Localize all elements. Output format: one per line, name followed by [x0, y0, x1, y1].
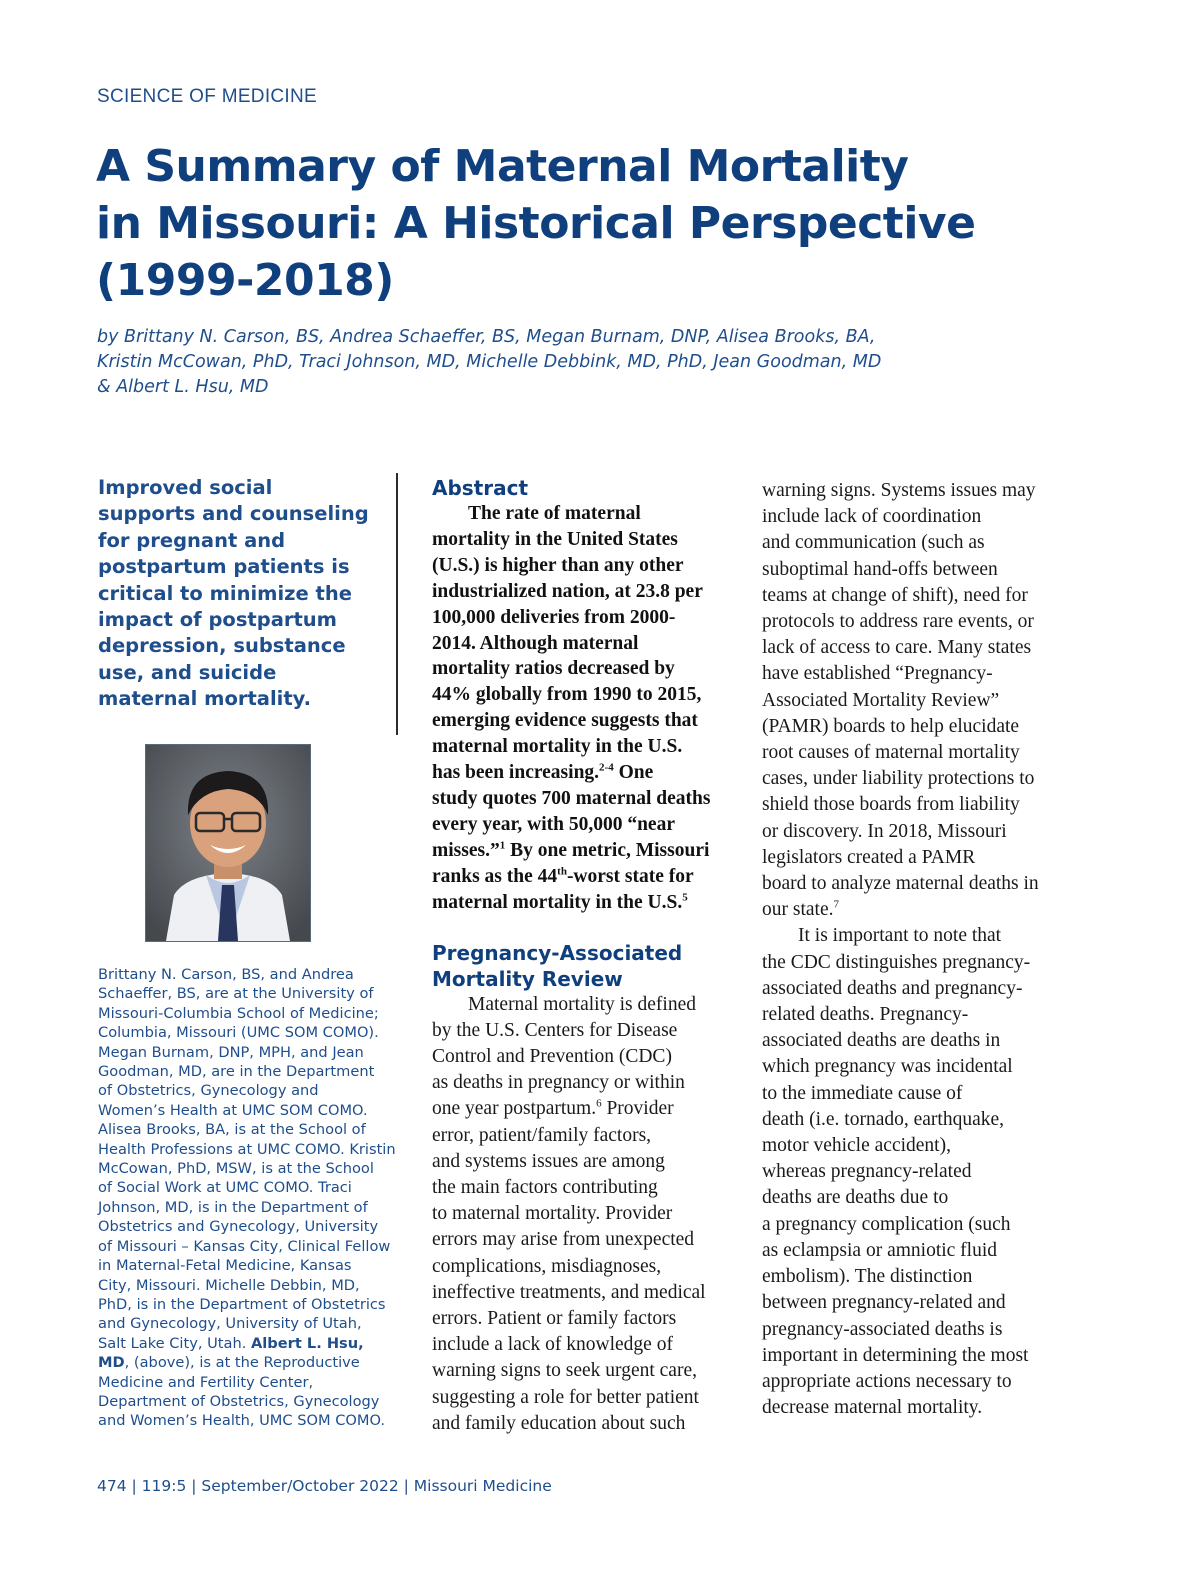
featured-author-degree: MD	[98, 1354, 125, 1372]
abstract-body	[432, 501, 742, 916]
author-bio	[98, 965, 418, 1431]
bio-line	[98, 1353, 418, 1372]
bio-line: Brittany N. Carson, BS, and Andrea	[98, 966, 354, 983]
bio-line: Obstetrics and Gynecology, University	[98, 1218, 379, 1236]
text-run: -worst state for	[566, 865, 694, 887]
body-line: the CDC distinguishes pregnancy-	[762, 951, 1031, 973]
body-line: protocols to address rare events, or	[762, 611, 1034, 633]
body-line: whereas pregnancy-related	[762, 1161, 972, 1183]
pullquote-line: postpartum patients is	[98, 555, 350, 579]
citation: 5	[682, 891, 688, 904]
citation: 1	[499, 839, 506, 852]
body-line: and systems issues are among	[432, 1150, 665, 1172]
body-line: associated deaths and pregnancy-	[762, 977, 1023, 999]
bio-line: of Obstetrics, Gynecology and	[98, 1082, 319, 1100]
heading-text: Abstract	[432, 476, 529, 500]
body-line: include a lack of knowledge of	[432, 1334, 673, 1356]
abstract-line: mortality ratios decreased by	[432, 658, 675, 680]
body-line: death (i.e. tornado, earthquake,	[762, 1108, 1005, 1130]
bio-line: Health Professions at UMC COMO. Kristin	[98, 1140, 396, 1158]
body-line: to the immediate cause of	[762, 1082, 963, 1104]
page-footer: 474 | 119:5 | September/October 2022 | Missouri Medicine	[97, 1477, 552, 1495]
bio-line: Schaeffer, BS, are at the University of	[98, 985, 374, 1003]
article-title	[96, 138, 1056, 309]
bio-line: Medicine and Fertility Center,	[98, 1373, 314, 1391]
author-portrait-image	[146, 745, 310, 941]
body-line: and family education about such	[432, 1412, 686, 1434]
body-line: appropriate actions necessary to	[762, 1370, 1012, 1392]
body-line: the main factors contributing	[432, 1176, 658, 1198]
bio-line: of Social Work at UMC COMO. Traci	[98, 1179, 352, 1197]
body-line: include lack of coordination	[762, 506, 982, 528]
body-line: ineffective treatments, and medical	[432, 1281, 706, 1303]
body-line: embolism). The distinction	[762, 1266, 973, 1288]
pullquote-line: maternal mortality.	[98, 687, 311, 711]
abstract-line	[432, 890, 742, 916]
pullquote-line: for pregnant and	[98, 528, 286, 552]
abstract-line: 44% globally from 1990 to 2015,	[432, 684, 702, 706]
body-line: associated deaths are deaths in	[762, 1030, 1001, 1052]
abstract-line: mortality in the United States	[432, 528, 678, 550]
body-line: Maternal mortality is defined	[468, 993, 696, 1015]
text-run: By one metric, Missouri	[505, 839, 710, 861]
abstract-line: 100,000 deliveries from 2000-	[432, 606, 676, 628]
section-label: SCIENCE OF MEDICINE	[97, 86, 317, 107]
bio-line: Columbia, Missouri (UMC SOM COMO).	[98, 1024, 379, 1042]
body-line: as deaths in pregnancy or within	[432, 1072, 685, 1094]
bio-text: , (above), is at the Reproductive	[124, 1354, 360, 1372]
body-line: errors. Patient or family factors	[432, 1307, 677, 1329]
byline-line: by Brittany N. Carson, BS, Andrea Schaeffer, BS, Megan Burnam, DNP, Alisea Brooks, BA,	[97, 327, 876, 347]
abstract-line: industrialized nation, at 23.8 per	[432, 580, 703, 602]
abstract-line: (U.S.) is higher than any other	[432, 554, 684, 576]
pullquote-line: supports and counseling	[98, 502, 369, 526]
abstract-line: 2014. Although maternal	[432, 632, 639, 654]
bio-line: Goodman, MD, are in the Department	[98, 1063, 375, 1081]
body-line: root causes of maternal mortality	[762, 742, 1020, 764]
author-byline	[97, 325, 1097, 400]
body-line	[762, 897, 1072, 923]
text-run: misses.”	[432, 839, 500, 861]
pamr-body	[432, 992, 742, 1437]
text-run: Provider	[601, 1098, 674, 1120]
text-run: One	[613, 762, 654, 784]
pull-quote	[98, 475, 388, 713]
body-line: as eclampsia or amniotic fluid	[762, 1239, 998, 1261]
superscript: th	[557, 865, 567, 878]
body-line: board to analyze maternal deaths in	[762, 873, 1039, 895]
text-run: has been increasing.	[432, 762, 600, 784]
featured-author-name: Albert L. Hsu,	[251, 1334, 364, 1352]
heading-text: Mortality Review	[432, 966, 623, 991]
body-line: teams at change of shift), need for	[762, 584, 1028, 606]
body-line: Control and Prevention (CDC)	[432, 1045, 672, 1067]
byline-line: & Albert L. Hsu, MD	[97, 377, 269, 397]
bio-line: Women’s Health at UMC SOM COMO.	[98, 1101, 368, 1119]
pullquote-line: use, and suicide	[98, 660, 277, 684]
byline-line: Kristin McCowan, PhD, Traci Johnson, MD, Michelle Debbink, MD, PhD, Jean Goodman, MD	[97, 352, 882, 372]
bio-line: McCowan, PhD, MSW, is at the School	[98, 1160, 374, 1178]
bio-line: Missouri-Columbia School of Medicine;	[98, 1004, 379, 1022]
bio-line: in Maternal-Fetal Medicine, Kansas	[98, 1257, 352, 1275]
bio-line	[98, 1334, 418, 1353]
body-line: It is important to note that	[798, 925, 1002, 947]
body-line: complications, misdiagnoses,	[432, 1255, 662, 1277]
citation: 2-4	[599, 761, 614, 774]
citation: 7	[833, 898, 839, 911]
body-line: warning signs to seek urgent care,	[432, 1360, 697, 1382]
body-line: related deaths. Pregnancy-	[762, 1004, 969, 1026]
text-run: our state.	[762, 899, 834, 921]
body-line: motor vehicle accident),	[762, 1135, 951, 1157]
body-line: Associated Mortality Review”	[762, 689, 1000, 711]
abstract-line: emerging evidence suggests that	[432, 710, 698, 732]
abstract-line	[432, 864, 742, 890]
bio-line: and Gynecology, University of Utah,	[98, 1315, 362, 1333]
abstract-line	[432, 760, 742, 786]
body-line: lack of access to care. Many states	[762, 637, 1032, 659]
abstract-line	[432, 838, 742, 864]
pullquote-line: impact of postpartum	[98, 608, 337, 632]
column-divider	[396, 473, 398, 735]
pullquote-line: depression, substance	[98, 634, 346, 658]
body-line: suggesting a role for better patient	[432, 1386, 699, 1408]
body-line	[432, 1096, 742, 1122]
abstract-line: The rate of maternal	[468, 503, 641, 524]
article-column-3	[762, 478, 1072, 1421]
pullquote-line: critical to minimize the	[98, 581, 352, 605]
body-line: or discovery. In 2018, Missouri	[762, 820, 1007, 842]
body-line: shield those boards from liability	[762, 794, 1020, 816]
text-run: one year postpartum.	[432, 1098, 597, 1120]
body-line: decrease maternal mortality.	[762, 1397, 983, 1419]
text-run: ranks as the 44	[432, 865, 558, 887]
bio-line: PhD, is in the Department of Obstetrics	[98, 1295, 386, 1313]
body-line: suboptimal hand-offs between	[762, 558, 998, 580]
title-line: A Summary of Maternal Mortality	[96, 141, 909, 192]
bio-line: Alisea Brooks, BA, is at the School of	[98, 1121, 366, 1139]
body-line: warning signs. Systems issues may	[762, 480, 1036, 501]
title-line: (1999-2018)	[96, 255, 394, 306]
body-line: errors may arise from unexpected	[432, 1229, 695, 1251]
body-line: by the U.S. Centers for Disease	[432, 1019, 678, 1041]
body-line: error, patient/family factors,	[432, 1124, 652, 1146]
author-photo	[145, 744, 311, 942]
abstract-line: study quotes 700 maternal deaths	[432, 787, 711, 809]
citation: 6	[596, 1097, 602, 1110]
body-line: and communication (such as	[762, 532, 985, 554]
bio-line: Megan Burnam, DNP, MPH, and Jean	[98, 1043, 364, 1061]
bio-text: Salt Lake City, Utah.	[98, 1334, 251, 1352]
abstract-heading	[432, 475, 742, 501]
body-line: legislators created a PAMR	[762, 846, 976, 868]
body-line: have established “Pregnancy-	[762, 663, 993, 685]
body-line: which pregnancy was incidental	[762, 1056, 1013, 1078]
pullquote-line: Improved social	[98, 476, 273, 499]
body-line: cases, under liability protections to	[762, 768, 1035, 790]
article-column-2	[432, 475, 742, 1437]
body-line: (PAMR) boards to help elucidate	[762, 715, 1020, 737]
body-line: pregnancy-associated deaths is	[762, 1318, 1003, 1340]
bio-line: of Missouri – Kansas City, Clinical Fellow	[98, 1237, 391, 1255]
body-line: to maternal mortality. Provider	[432, 1203, 673, 1225]
title-line: in Missouri: A Historical Perspective	[96, 198, 976, 249]
text-run: maternal mortality in the U.S.	[432, 891, 683, 913]
abstract-line: every year, with 50,000 “near	[432, 813, 675, 835]
bio-line: and Women’s Health, UMC SOM COMO.	[98, 1412, 386, 1430]
pamr-heading	[432, 940, 742, 992]
body-line: important in determining the most	[762, 1344, 1029, 1366]
bio-line: Johnson, MD, is in the Department of	[98, 1198, 368, 1216]
body-line: a pregnancy complication (such	[762, 1213, 1011, 1235]
body-line: deaths are deaths due to	[762, 1187, 949, 1209]
body-line: between pregnancy-related and	[762, 1292, 1006, 1314]
abstract-line: maternal mortality in the U.S.	[432, 736, 683, 758]
bio-line: City, Missouri. Michelle Debbin, MD,	[98, 1276, 360, 1294]
heading-text: Pregnancy-Associated	[432, 940, 683, 965]
bio-line: Department of Obstetrics, Gynecology	[98, 1392, 380, 1410]
